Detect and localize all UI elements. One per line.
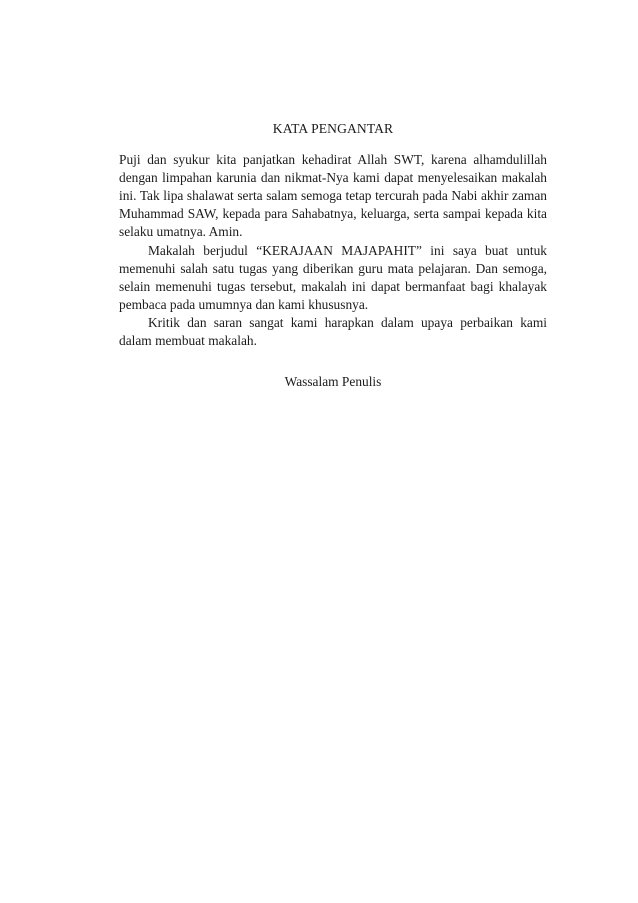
paragraph-feedback: Kritik dan saran sangat kami harapkan dalam upaya perbaikan kami dalam membuat makalah. <box>119 314 547 349</box>
document-content <box>119 120 547 391</box>
paragraph-purpose: Makalah berjudul “KERAJAAN MAJAPAHIT” ini saya buat untuk memenuhi salah satu tugas yang diberikan guru mata pelajaran. Dan semoga, selain memenuhi tugas tersebut, makalah ini dapat bermanfaat bagi khalayak pembaca pada umumnya dan kami khususnya. <box>119 242 547 312</box>
paragraph-intro: Puji dan syukur kita panjatkan kehadirat Allah SWT, karena alhamdulillah dengan limpahan karunia dan nikmat-Nya kami dapat menyelesaikan makalah ini. Tak lipa shalawat serta salam semoga tetap tercurah pada Nabi akhir zaman Muhammad SAW, kepada para Sahabatnya, keluarga, serta sampai kepada kita selaku umatnya. Amin. <box>119 152 547 240</box>
page-title: KATA PENGANTAR <box>272 121 394 136</box>
closing-signature: Wassalam Penulis <box>284 374 382 390</box>
